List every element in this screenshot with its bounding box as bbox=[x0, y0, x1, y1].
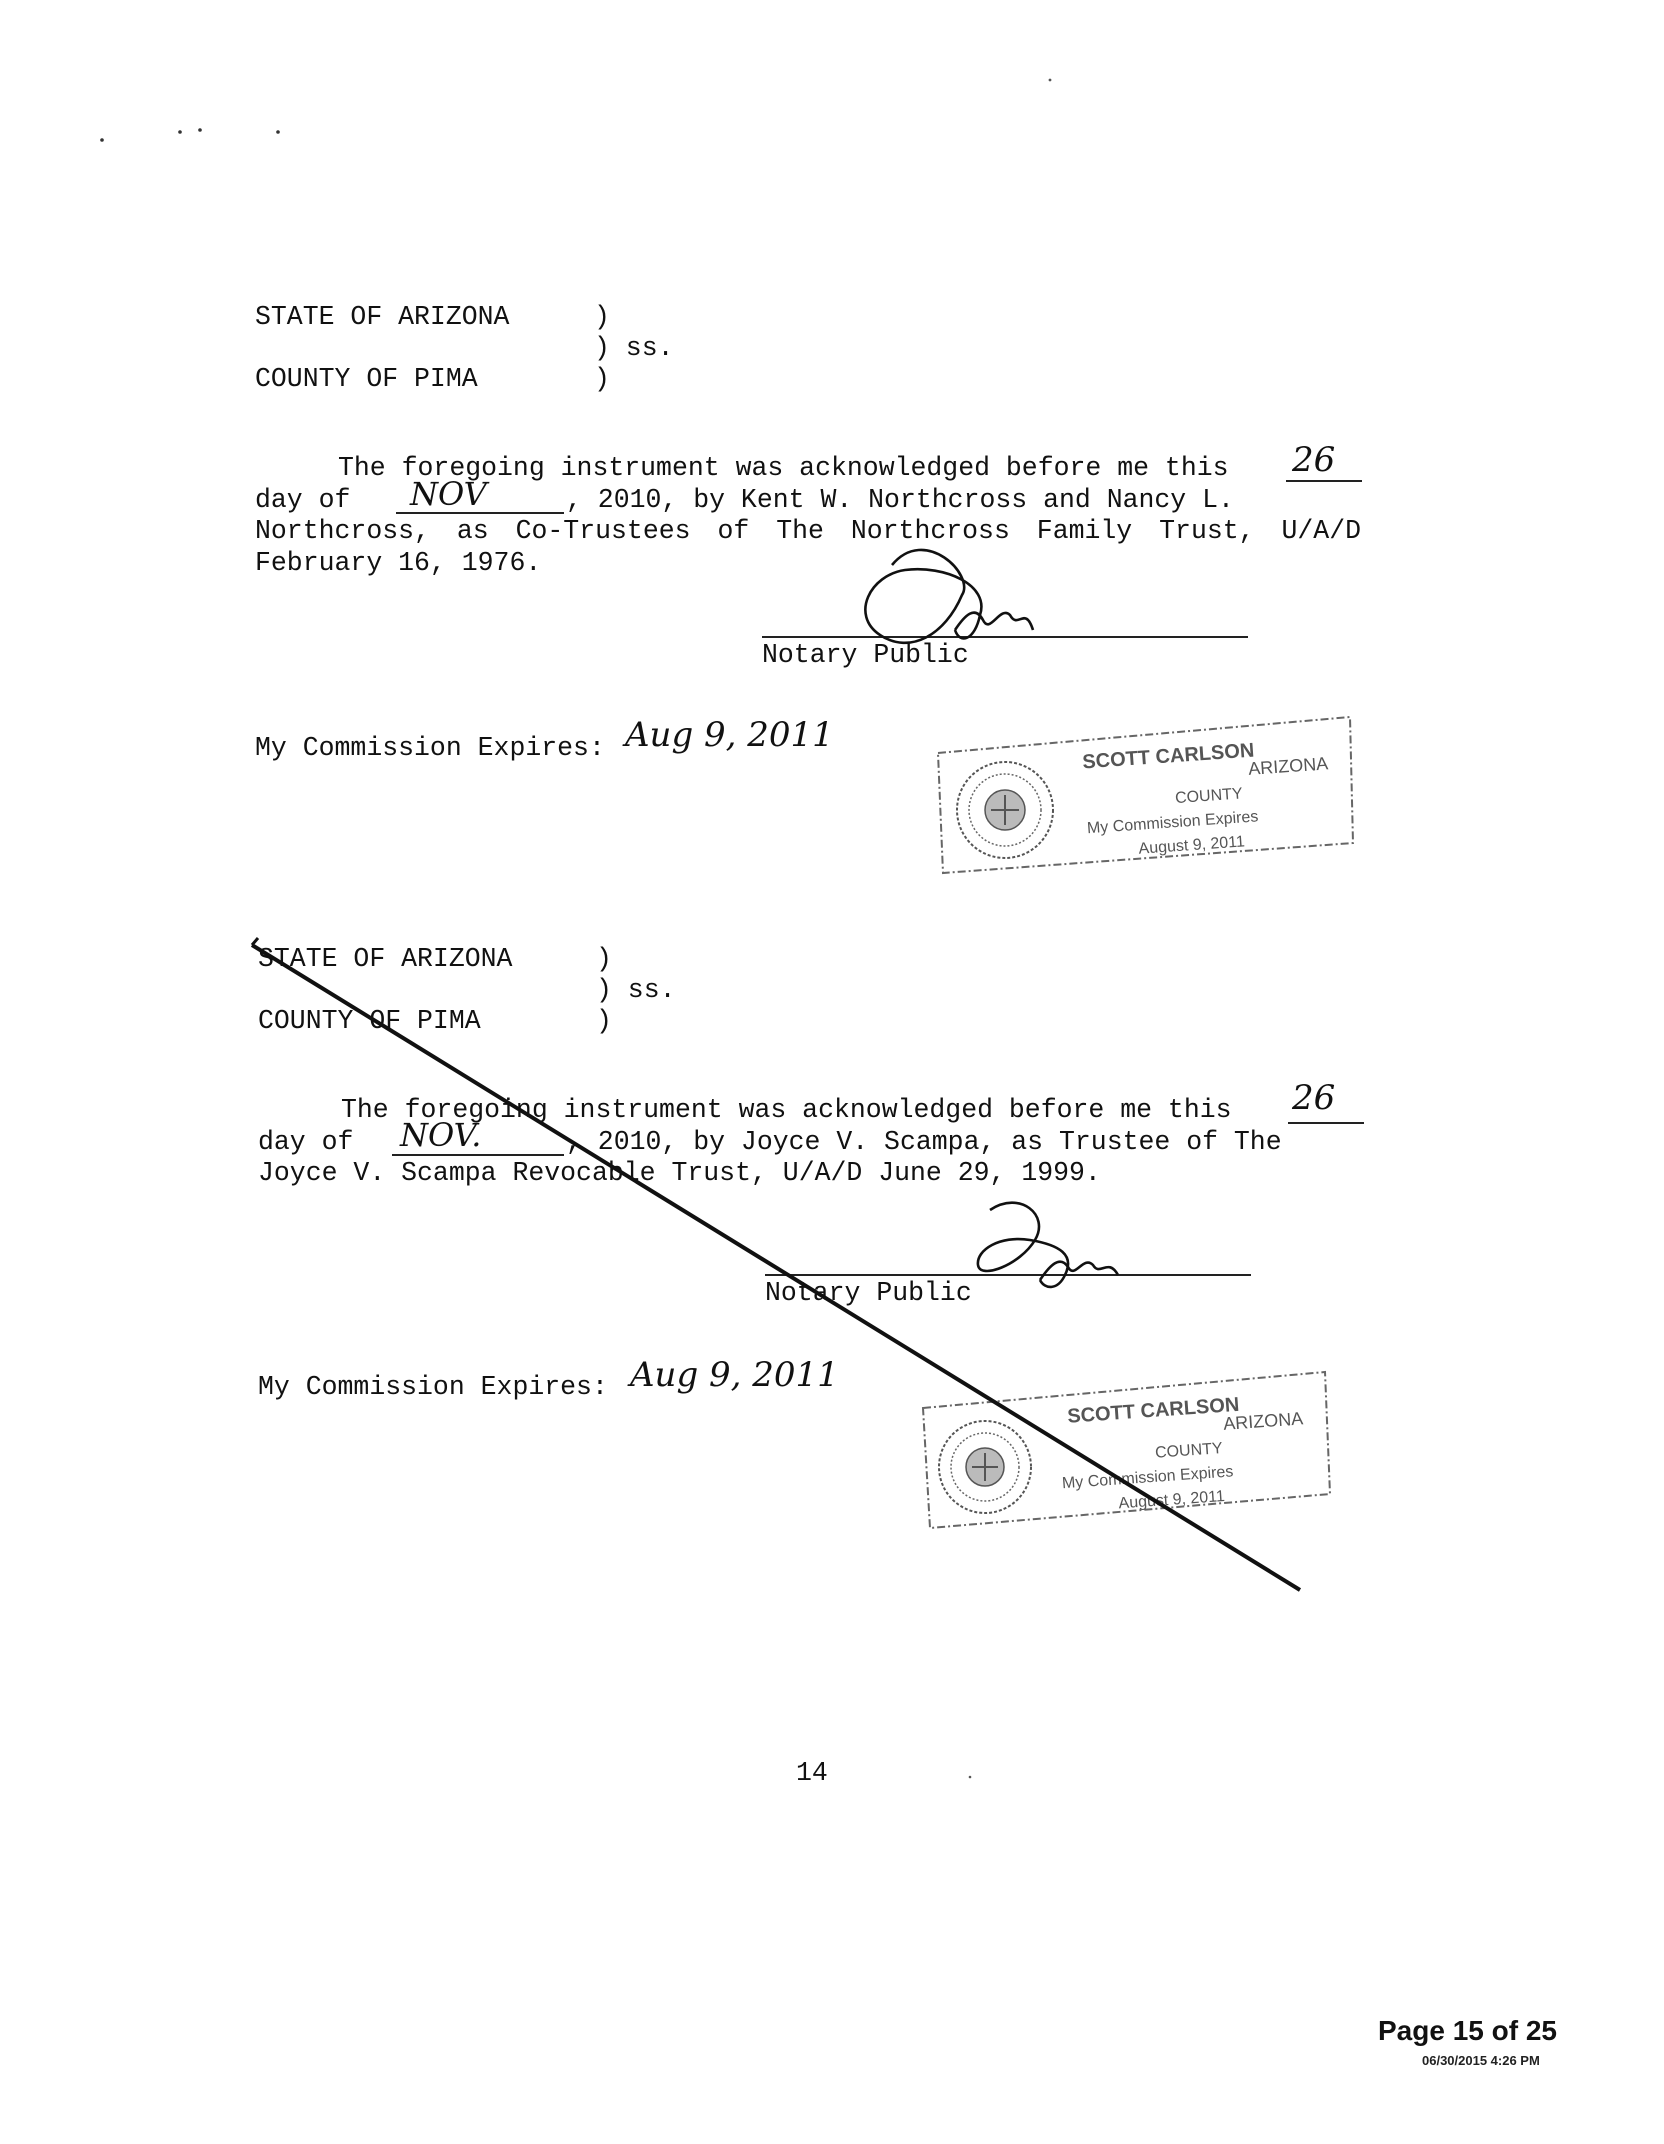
stamp-name: SCOTT CARLSON bbox=[1066, 1393, 1240, 1428]
notary-public-label: Notary Public bbox=[762, 640, 969, 670]
ack-line-2-end: , 2010, by Joyce V. Scampa, as Trustee of The bbox=[566, 1127, 1282, 1157]
stamp-county: COUNTY bbox=[1154, 1440, 1224, 1462]
ack-line-1: The foregoing instrument was acknowledged before me this bbox=[338, 453, 1229, 483]
ack-line-2-start: day of bbox=[255, 485, 351, 515]
notary-public-label: Notary Public bbox=[765, 1278, 972, 1308]
ack-line-3: Northcross, as Co-Trustees of The Northcross Family Trust, U/A/D bbox=[255, 516, 1361, 546]
venue-ss: ) ss. bbox=[594, 333, 674, 363]
ack-line-3: Joyce V. Scampa Revocable Trust, U/A/D June 29, 1999. bbox=[258, 1158, 1101, 1188]
county-line: COUNTY OF PIMA bbox=[258, 1006, 481, 1036]
handwritten-day: 26 bbox=[1292, 1078, 1336, 1118]
footer-page-label: Page 15 of 25 bbox=[1378, 2015, 1557, 2046]
stamp-date: August 9, 2011 bbox=[1118, 1488, 1226, 1513]
stamp-date: August 9, 2011 bbox=[1138, 833, 1246, 858]
paren-bottom: ) bbox=[596, 1006, 612, 1036]
paren-top: ) bbox=[594, 302, 610, 332]
stamp-state: ARIZONA bbox=[1247, 753, 1329, 779]
handwritten-month: NOV. bbox=[400, 1116, 482, 1154]
state-line: STATE OF ARIZONA bbox=[258, 944, 513, 974]
handwritten-commission-date: Aug 9, 2011 bbox=[625, 715, 834, 755]
footer-timestamp: 06/30/2015 4:26 PM bbox=[1422, 2053, 1540, 2068]
paren-bottom: ) bbox=[594, 364, 610, 394]
handwritten-commission-date: Aug 9, 2011 bbox=[630, 1355, 839, 1395]
page-number: 14 bbox=[796, 1758, 828, 1788]
state-line: STATE OF ARIZONA bbox=[255, 302, 510, 332]
county-line: COUNTY OF PIMA bbox=[255, 364, 478, 394]
handwritten-month: NOV bbox=[410, 475, 487, 513]
stamp-name: SCOTT CARLSON bbox=[1081, 739, 1255, 774]
venue-ss: ) ss. bbox=[596, 975, 676, 1005]
stamp-county: COUNTY bbox=[1174, 785, 1244, 808]
stamp-expires: My Commission Expires bbox=[1086, 808, 1259, 838]
handwritten-day: 26 bbox=[1292, 440, 1336, 480]
stamp-expires: My Commission Expires bbox=[1061, 1463, 1234, 1493]
commission-label: My Commission Expires: bbox=[258, 1372, 608, 1402]
ack-line-4: February 16, 1976. bbox=[255, 548, 542, 578]
commission-label: My Commission Expires: bbox=[255, 733, 605, 763]
scan-speck bbox=[965, 1772, 975, 1782]
ack-line-2-end: , 2010, by Kent W. Northcross and Nancy L. bbox=[566, 485, 1234, 515]
ack-line-1: The foregoing instrument was acknowledged before me this bbox=[341, 1095, 1232, 1125]
ack-line-2-start: day of bbox=[258, 1127, 354, 1157]
stamp-state: ARIZONA bbox=[1222, 1408, 1304, 1434]
paren-top: ) bbox=[596, 944, 612, 974]
